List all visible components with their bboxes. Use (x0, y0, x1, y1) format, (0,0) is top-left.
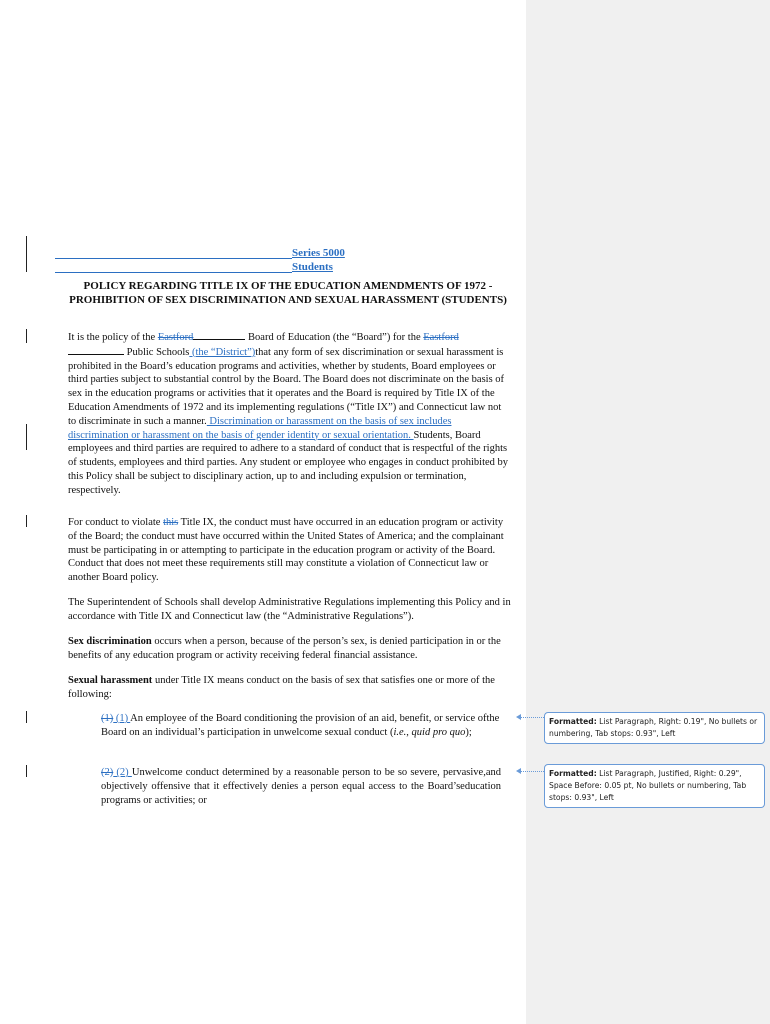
inserted-text: (1) (113, 713, 131, 724)
change-bar (26, 711, 27, 723)
change-bar (26, 329, 27, 343)
paragraph-sexual-harassment: Sexual harassment under Title IX means conduct on the basis of sex that satisfies one or more of the following: (68, 675, 495, 700)
series-heading: Series 5000 (292, 247, 345, 259)
deleted-text: Eastford (157, 332, 194, 343)
header-rule (55, 258, 292, 259)
header-rule (55, 272, 292, 273)
formatting-comment[interactable]: Formatted: List Paragraph, Justified, Right: 0.29", Space Before: 0.05 pt, No bullets or numbering, Tab stops: 0.93", Left (544, 764, 765, 808)
inserted-text: (2) (113, 767, 132, 778)
policy-title: POLICY REGARDING TITLE IX OF THE EDUCATION AMENDMENTS OF 1972 - PROHIBITION OF SEX DISCRIMINATION AND SEXUAL HARASSMENT (STUDENTS) (69, 280, 507, 306)
defined-term: Sex discrimination (68, 636, 152, 647)
blank-line (193, 330, 245, 340)
deleted-text: (2) (101, 767, 114, 778)
students-heading: Students (292, 261, 333, 273)
deleted-text: Eastford (423, 332, 459, 343)
change-bar (26, 765, 27, 777)
comment-connector (521, 771, 544, 772)
list-item: (1) (1) An employee of the Board conditioning the provision of an aid, benefit, or service ofthe Board on an individual’s participation in unwelcome sexual conduct (i.e., quid pro quo); (101, 713, 500, 738)
paragraph-administrative-regulations: The Superintendent of Schools shall develop Administrative Regulations implementing this Policy and in accordance with Title IX and Connecticut law (the “Administrative Regulations”). (68, 597, 511, 622)
paragraph-policy-statement: It is the policy of the Eastford Board of Education (the “Board”) for the Eastford Public Schools (the “District”)that any form of sex discrimination or sexual harassment is prohibited in the Board’s education programs and activities, whether by students, Board employees or third parties subject to substantial control by the Board. The Board does not discriminate on the basis of sex in the education programs or activities that it operates and the Board is required by Title IX of the Education Amendments of 1972 and its implementing regulations (“Title IX”) and Connecticut law not to discriminate in such a manner. Discrimination or harassment on the basis of sex includes discrimination or harassment on the basis of gender identity or sexual orientation. Students, Board employees and third parties are required to adhere to a standard of conduct that is respectful of the rights of students, employees and third parties. Any student or employee who engages in conduct prohibited by this Policy shall be subject to disciplinary action, up to and including expulsion or termination, respectively. (68, 332, 509, 496)
change-bar (26, 515, 27, 527)
defined-term: Sexual harassment (68, 675, 153, 686)
markup-pane (526, 0, 770, 1024)
inserted-text: Discrimination or harassment on the basis of sex includes discrimination or harassment on the basis of gender identity or sexual orientation. (68, 415, 452, 441)
deleted-text: this (163, 517, 179, 528)
blank-line (68, 345, 124, 355)
comment-connector (521, 717, 544, 718)
inserted-text: (the “District”) (189, 346, 256, 358)
paragraph-conduct: For conduct to violate this Title IX, the conduct must have occurred in an education program or activity of the Board; the conduct must have occurred within the United States of America; and the complainant must be participating in or attempting to participate in the education program or activity of the Board. Conduct that does not meet these requirements still may constitute a violation of Connecticut law or another Board policy. (68, 517, 504, 584)
list-item: (2) (2) Unwelcome conduct determined by a reasonable person to be so severe, pervasive,and objectively offensive that it effectively denies a person equal access to the Board’seducation programs or activities; or (101, 767, 501, 806)
change-bar (26, 424, 27, 450)
change-bar (26, 236, 27, 272)
deleted-text: (1) (101, 713, 114, 724)
paragraph-sex-discrimination: Sex discrimination occurs when a person, because of the person’s sex, is denied participation in or the benefits of any education program or activity receiving federal financial assistance. (68, 636, 501, 661)
formatting-comment[interactable]: Formatted: List Paragraph, Right: 0.19", No bullets or numbering, Tab stops: 0.93", Left (544, 712, 765, 744)
